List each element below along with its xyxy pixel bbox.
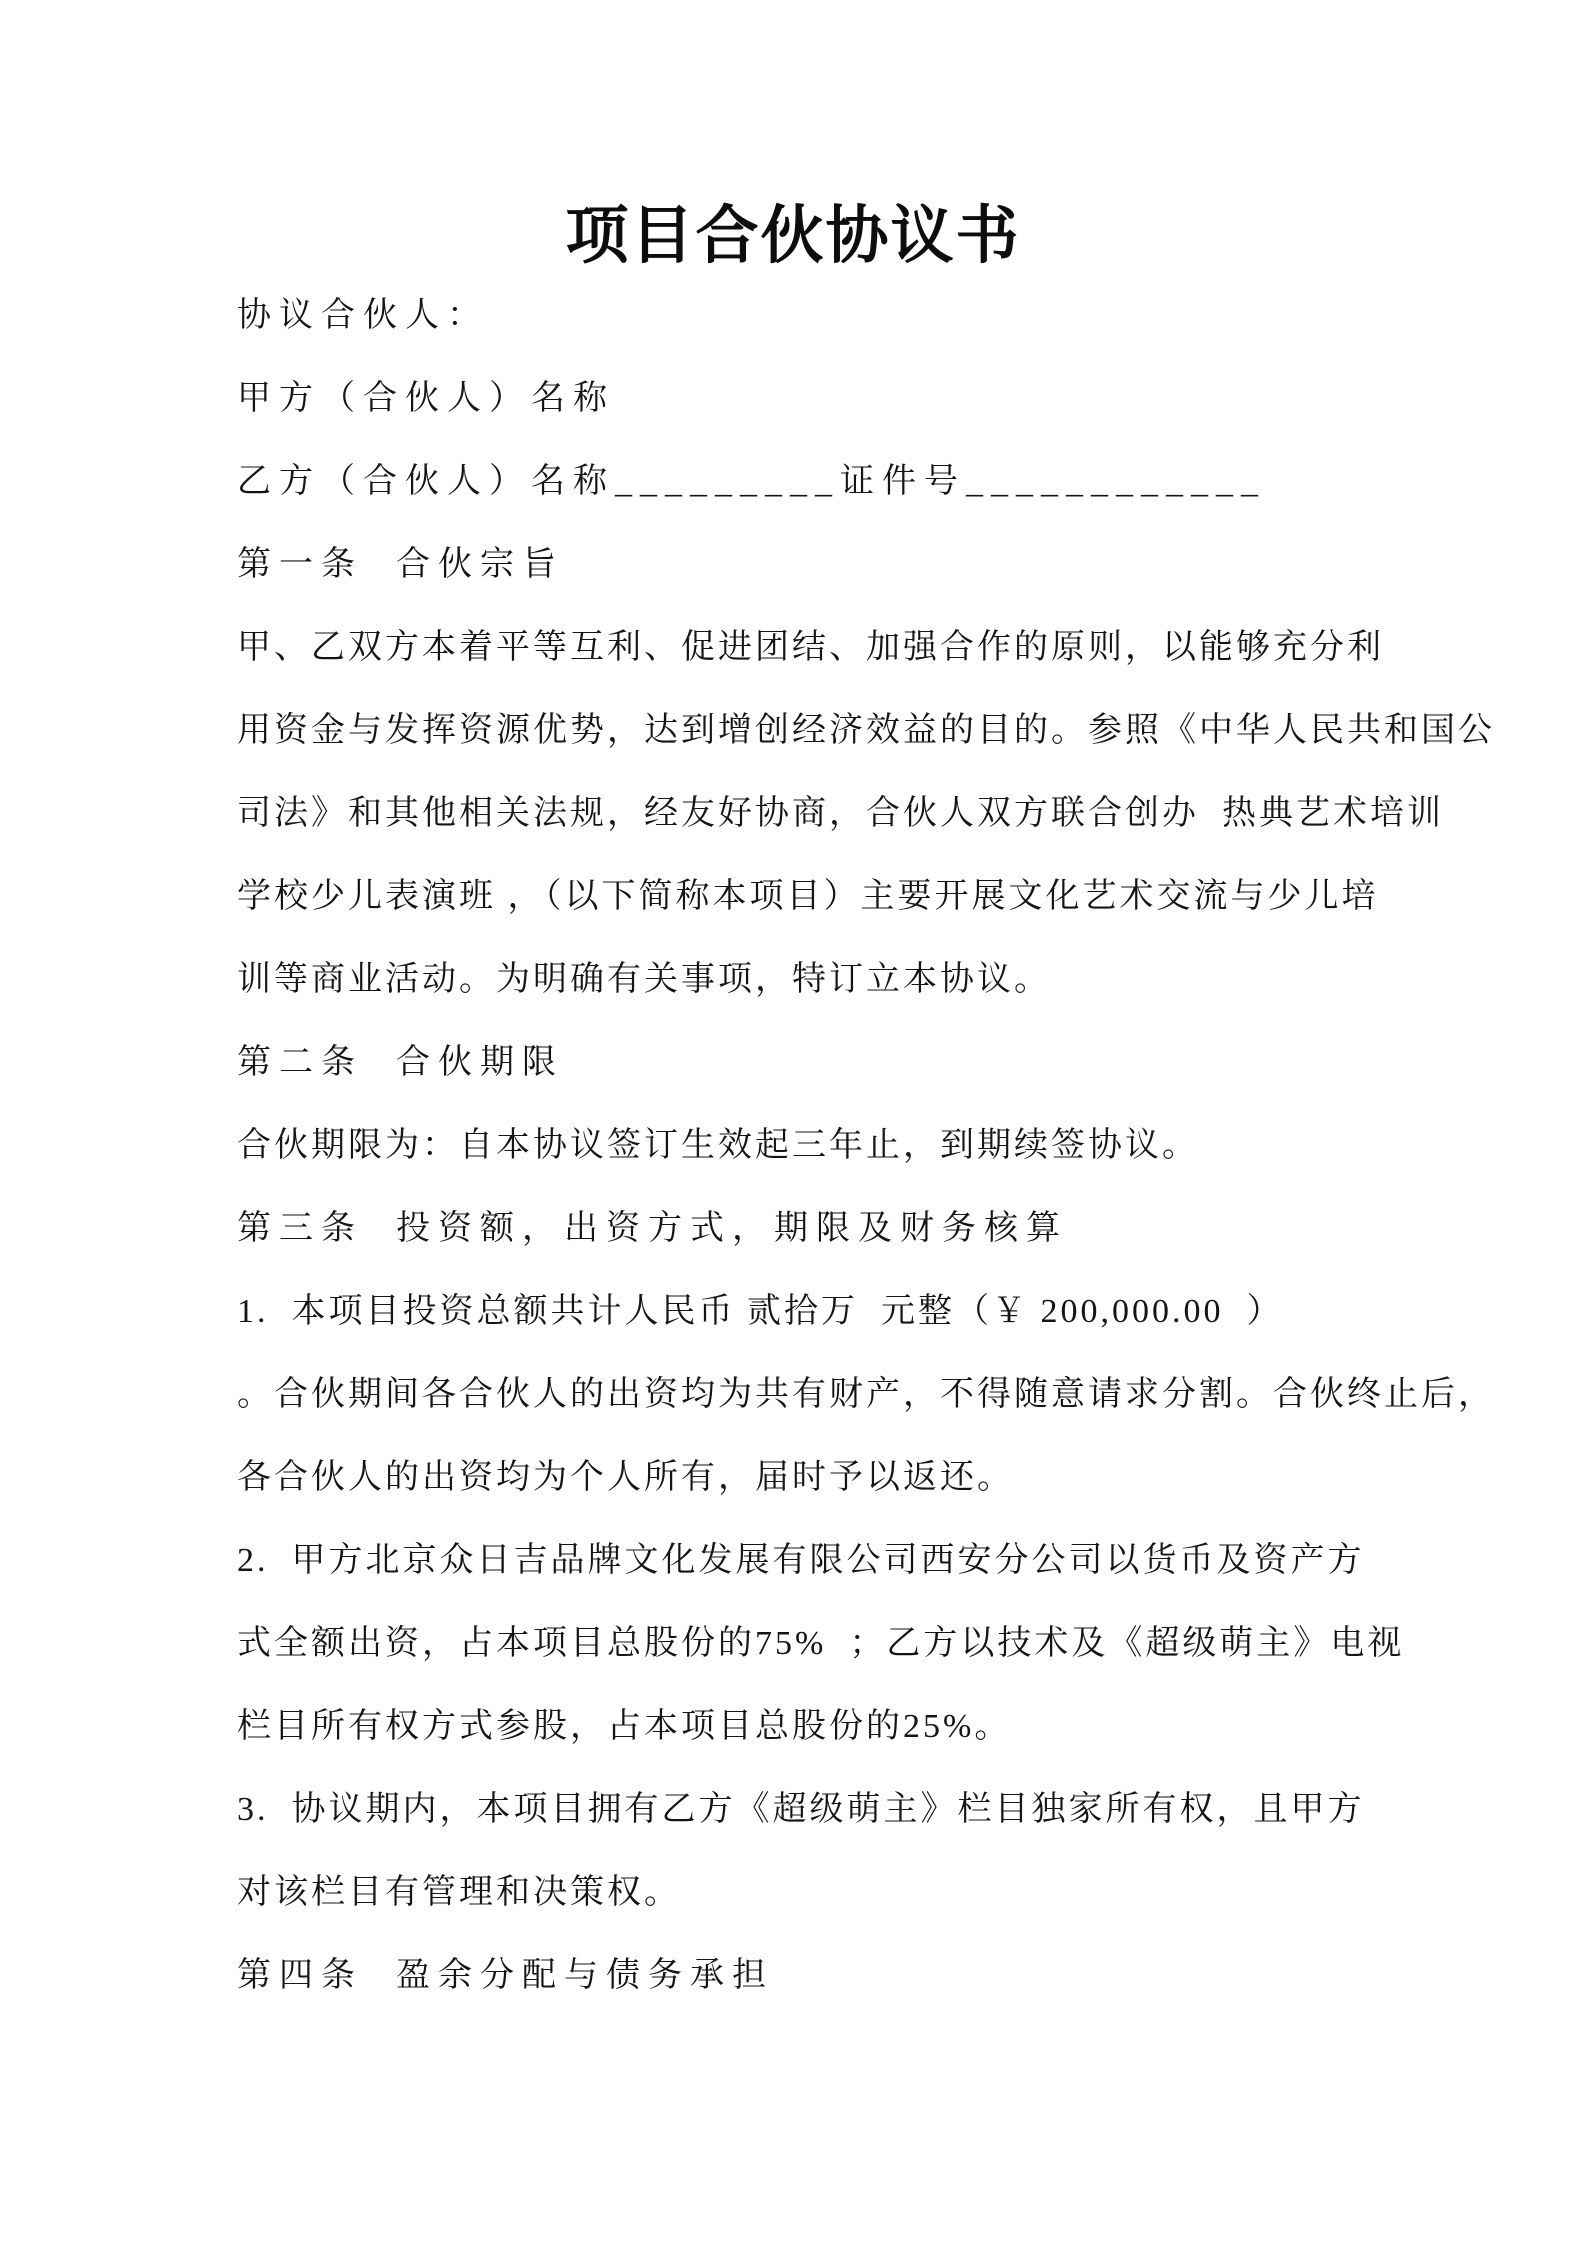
text-line: 各合伙人的出资均为个人所有，届时予以返还。 bbox=[237, 1459, 1014, 1496]
text-line: 式全额出资，占本项目总股份的75% ；乙方以技术及《超级萌主》电视 bbox=[237, 1625, 1405, 1662]
text-line: 1. 本项目投资总额共计人民币 贰拾万 元整（￥ 200,000.00 ） bbox=[237, 1293, 1284, 1330]
document-body bbox=[237, 274, 1495, 2017]
text-line: 训等商业活动。为明确有关事项，特订立本协议。 bbox=[237, 961, 1051, 998]
text-line: 乙方（合伙人）名称_________证件号____________ bbox=[237, 463, 1266, 500]
text-line: 合伙期限为：自本协议签订生效起三年止，到期续签协议。 bbox=[237, 1127, 1199, 1164]
text-line: 第四条 盈余分配与债务承担 bbox=[237, 1957, 774, 1994]
text-line: 学校少儿表演班 ，（以下简称本项目）主要开展文化艺术交流与少儿培 bbox=[237, 878, 1379, 915]
text-line: 。合伙期间各合伙人的出资均为共有财产，不得随意请求分割。合伙终止后， bbox=[237, 1376, 1495, 1413]
text-line: 协议合伙人： bbox=[237, 297, 489, 334]
text-line: 用资金与发挥资源优势，达到增创经济效益的目的。参照《中华人民共和国公 bbox=[237, 712, 1495, 749]
text-line: 2. 甲方北京众日吉品牌文化发展有限公司西安分公司以货币及资产方 bbox=[237, 1542, 1365, 1579]
text-line: 3. 协议期内，本项目拥有乙方《超级萌主》栏目独家所有权，且甲方 bbox=[237, 1791, 1365, 1828]
text-line: 栏目所有权方式参股，占本项目总股份的25%。 bbox=[237, 1708, 1012, 1745]
text-line: 第二条 合伙期限 bbox=[237, 1044, 564, 1081]
text-line: 第三条 投资额，出资方式，期限及财务核算 bbox=[237, 1210, 1068, 1247]
text-line: 甲方（合伙人）名称 bbox=[237, 380, 615, 417]
text-line: 司法》和其他相关法规，经友好协商，合伙人双方联合创办 热典艺术培训 bbox=[237, 795, 1444, 832]
text-line: 第一条 合伙宗旨 bbox=[237, 546, 564, 583]
text-line: 甲、乙双方本着平等互利、促进团结、加强合作的原则，以能够充分利 bbox=[237, 629, 1384, 666]
document-title: 项目合伙协议书 bbox=[565, 201, 1021, 271]
text-line: 对该栏目有管理和决策权。 bbox=[237, 1874, 681, 1911]
